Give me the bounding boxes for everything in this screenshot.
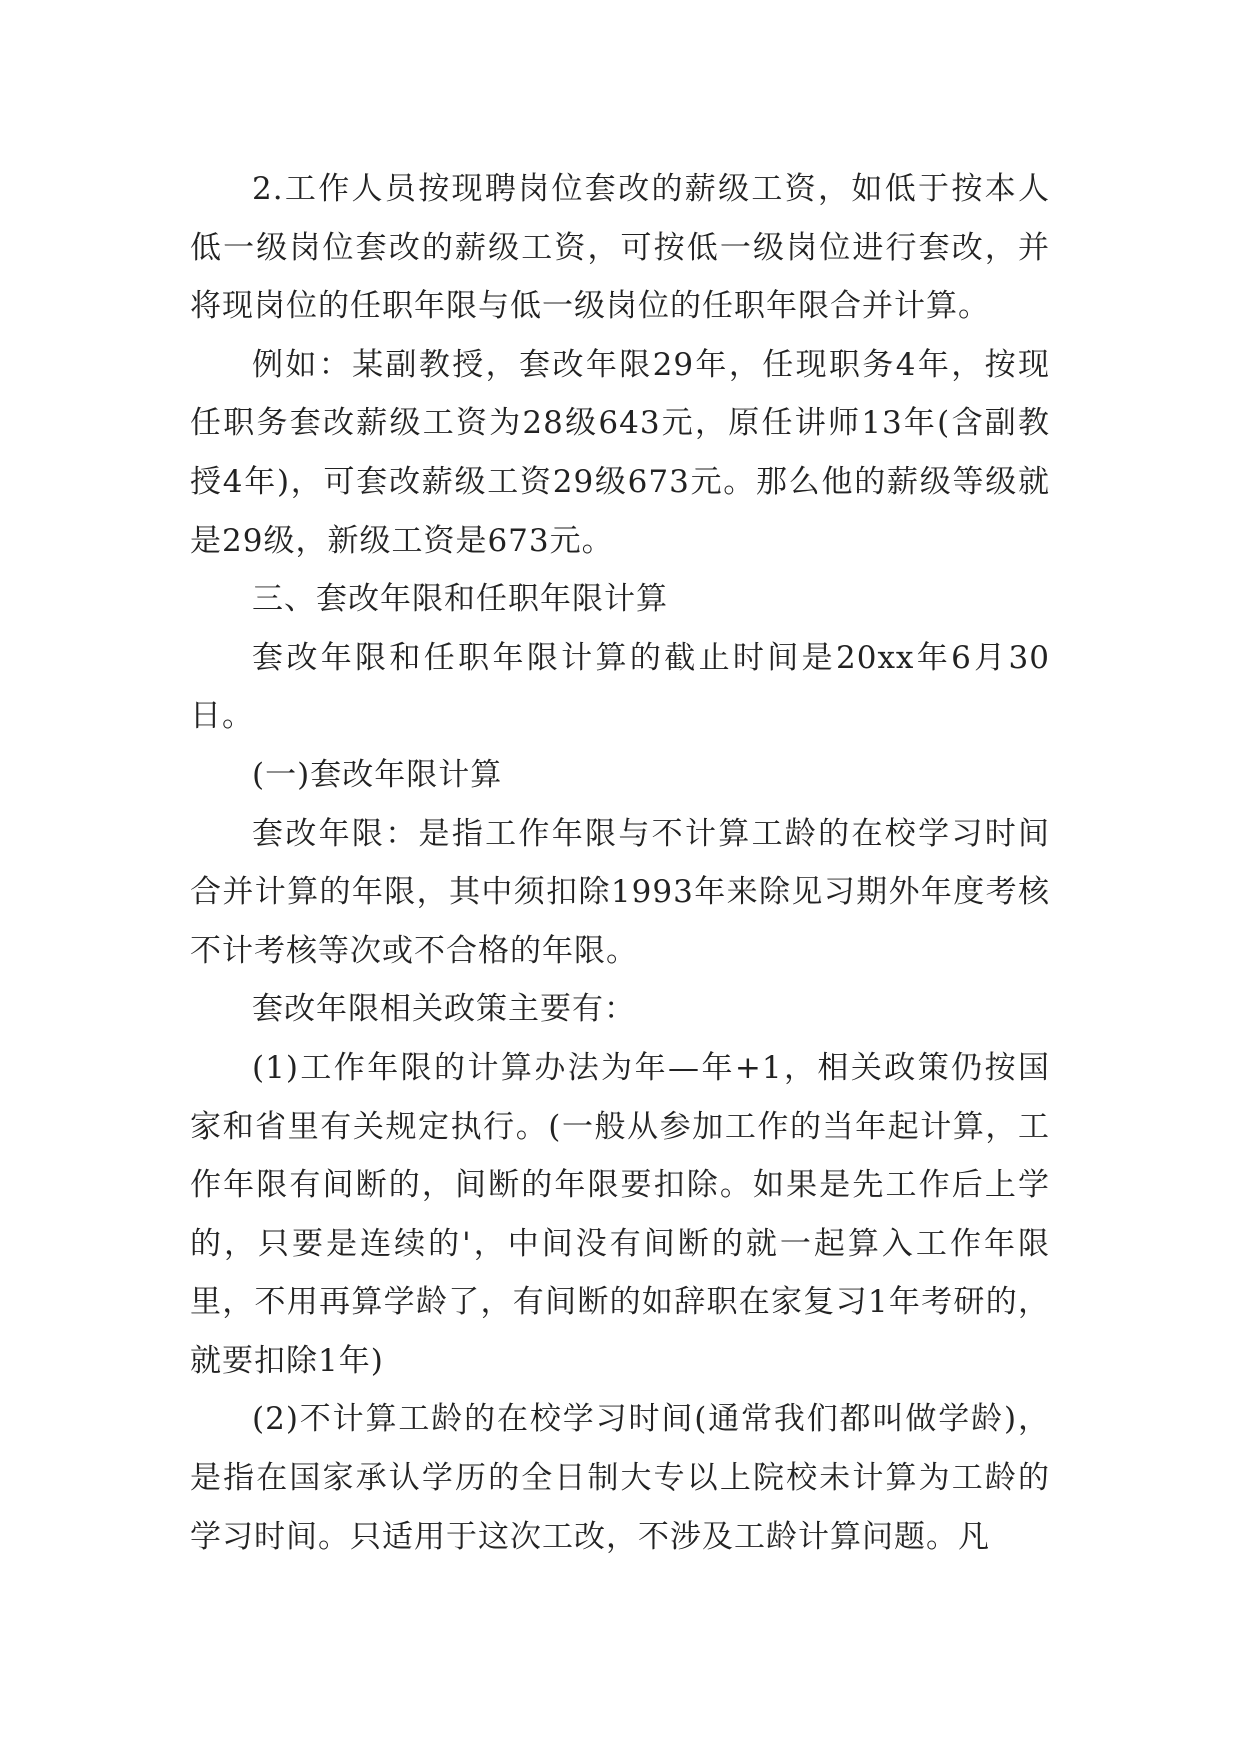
- subsection-heading: (一)套改年限计算: [252, 756, 503, 793]
- paragraph: 套改年限相关政策主要有：: [252, 991, 636, 1028]
- document-body: [190, 160, 1050, 1566]
- paragraph: 套改年限：是指工作年限与不计算工龄的在校学习时间合并计算的年限，其中须扣除1993年来除见习期外年度考核不计考核等次或不合格的年限。: [190, 815, 1050, 969]
- paragraph: (1)工作年限的计算办法为年—年+1，相关政策仍按国家和省里有关规定执行。(一般从参加工作的当年起计算，工作年限有间断的，间断的年限要扣除。如果是先工作后上学的，只要是连续的'，中间没有间断的就一起算入工作年限里，不用再算学龄了，有间断的如辞职在家复习1年考研的，就要扣除1年): [190, 1049, 1050, 1379]
- paragraph: 2.工作人员按现聘岗位套改的薪级工资，如低于按本人低一级岗位套改的薪级工资，可按低一级岗位进行套改，并将现岗位的任职年限与低一级岗位的任职年限合并计算。: [190, 171, 1050, 325]
- paragraph: 套改年限和任职年限计算的截止时间是20xx年6月30日。: [190, 639, 1050, 735]
- section-heading: 三、套改年限和任职年限计算: [252, 581, 668, 618]
- paragraph: (2)不计算工龄的在校学习时间(通常我们都叫做学龄)，是指在国家承认学历的全日制大专以上院校未计算为工龄的学习时间。只适用于这次工改，不涉及工龄计算问题。凡: [190, 1401, 1050, 1555]
- paragraph: 例如：某副教授，套改年限29年，任现职务4年，按现任职务套改薪级工资为28级643元，原任讲师13年(含副教授4年)，可套改薪级工资29级673元。那么他的薪级等级就是29级，新级工资是673元。: [190, 346, 1050, 559]
